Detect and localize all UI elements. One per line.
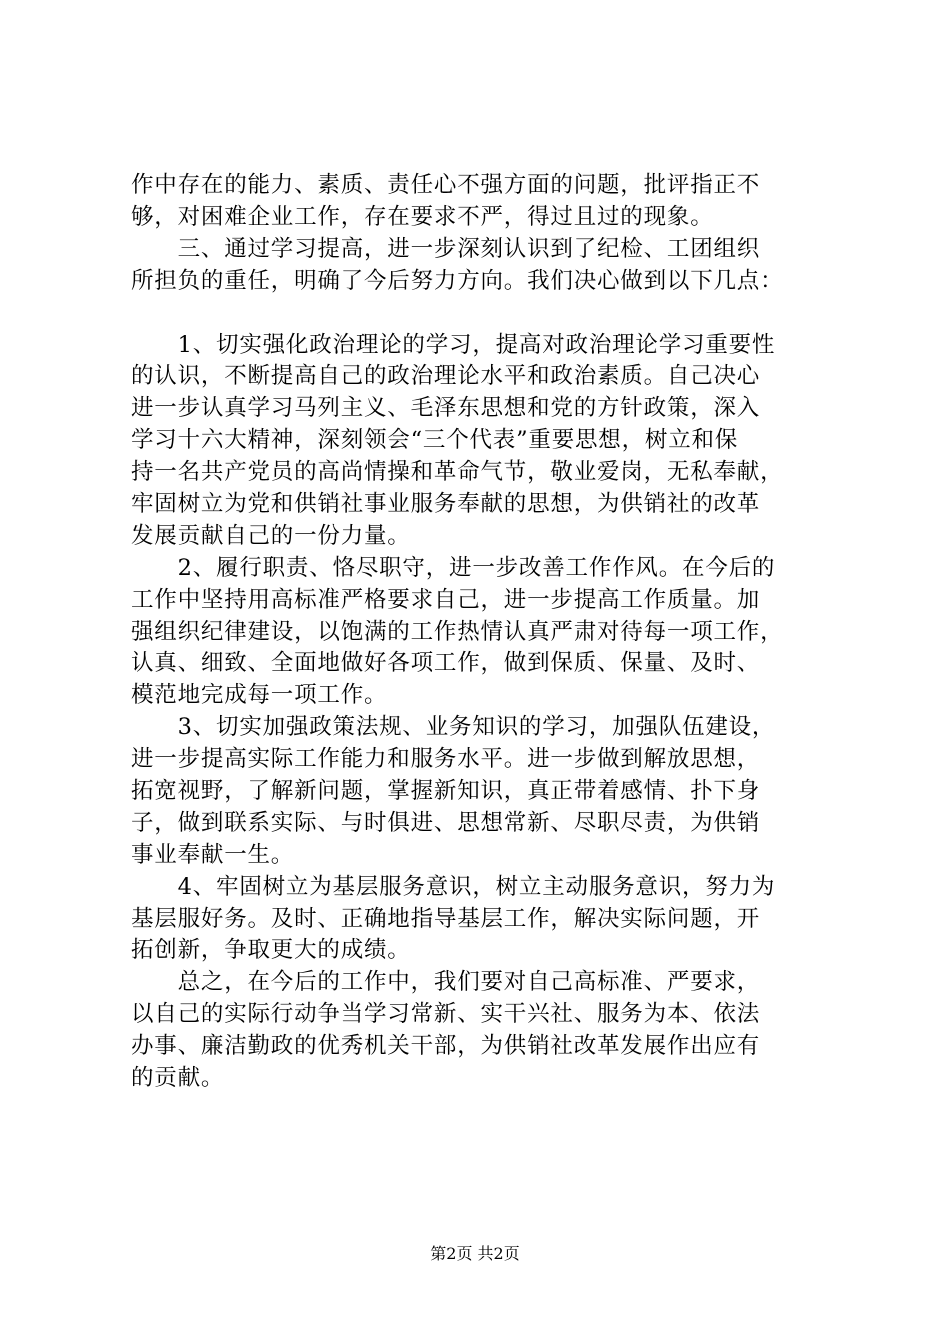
text-line: 3、切实加强政策法规、业务知识的学习，加强队伍建设， bbox=[131, 714, 776, 741]
text-line: 模范地完成每一项工作。 bbox=[131, 682, 388, 709]
text-line: 进一步认真学习马列主义、毛泽东思想和党的方针政策，深入 bbox=[131, 395, 761, 422]
text-line: 强组织纪律建设，以饱满的工作热情认真严肃对待每一项工作， bbox=[131, 618, 784, 645]
text-line: 总之，在今后的工作中，我们要对自己高标准、严要求， bbox=[131, 969, 761, 996]
text-line: 够，对困难企业工作，存在要求不严，得过且过的现象。 bbox=[131, 203, 714, 230]
text-line: 事业奉献一生。 bbox=[131, 841, 295, 868]
page-number-footer: 第2页 共2页 bbox=[430, 1244, 520, 1263]
text-line: 子，做到联系实际、与时俱进、思想常新、尽职尽责，为供销 bbox=[131, 809, 761, 836]
text-line: 所担负的重任，明确了今后努力方向。我们决心做到以下几点： bbox=[131, 267, 784, 294]
text-line: 学习十六大精神，深刻领会“三个代表”重要思想，树立和保 bbox=[131, 427, 739, 454]
text-line: 发展贡献自己的一份力量。 bbox=[131, 522, 411, 549]
text-line: 1、切实强化政治理论的学习，提高对政治理论学习重要性 bbox=[131, 331, 776, 358]
text-line: 持一名共产党员的高尚情操和革命气节，敬业爱岗，无私奉献， bbox=[131, 459, 784, 486]
text-line: 的认识，不断提高自己的政治理论水平和政治素质。自己决心 bbox=[131, 363, 761, 390]
document-body bbox=[131, 170, 831, 1095]
text-line: 4、牢固树立为基层服务意识，树立主动服务意识，努力为 bbox=[131, 873, 776, 900]
text-line: 作中存在的能力、素质、责任心不强方面的问题，批评指正不 bbox=[131, 172, 761, 198]
text-line: 认真、细致、全面地做好各项工作，做到保质、保量、及时、 bbox=[131, 650, 761, 677]
text-line: 的贡献。 bbox=[131, 1065, 225, 1092]
text-line: 以自己的实际行动争当学习常新、实干兴社、服务为本、依法 bbox=[131, 1001, 761, 1028]
text-line: 三、通过学习提高，进一步深刻认识到了纪检、工团组织 bbox=[131, 235, 761, 262]
text-line: 基层服好务。及时、正确地指导基层工作，解决实际问题，开 bbox=[131, 905, 761, 932]
text-line: 工作中坚持用高标准严格要求自己，进一步提高工作质量。加 bbox=[131, 586, 761, 613]
paragraph-gap bbox=[131, 298, 831, 330]
text-line: 进一步提高实际工作能力和服务水平。进一步做到解放思想， bbox=[131, 746, 761, 773]
text-line: 2、履行职责、恪尽职守，进一步改善工作作风。在今后的 bbox=[131, 554, 776, 581]
text-line: 牢固树立为党和供销社事业服务奉献的思想，为供销社的改革 bbox=[131, 491, 761, 518]
text-line: 拓创新，争取更大的成绩。 bbox=[131, 937, 411, 964]
text-line: 拓宽视野，了解新问题，掌握新知识，真正带着感情、扑下身 bbox=[131, 778, 761, 805]
text-line: 办事、廉洁勤政的优秀机关干部，为供销社改革发展作出应有 bbox=[131, 1033, 761, 1060]
